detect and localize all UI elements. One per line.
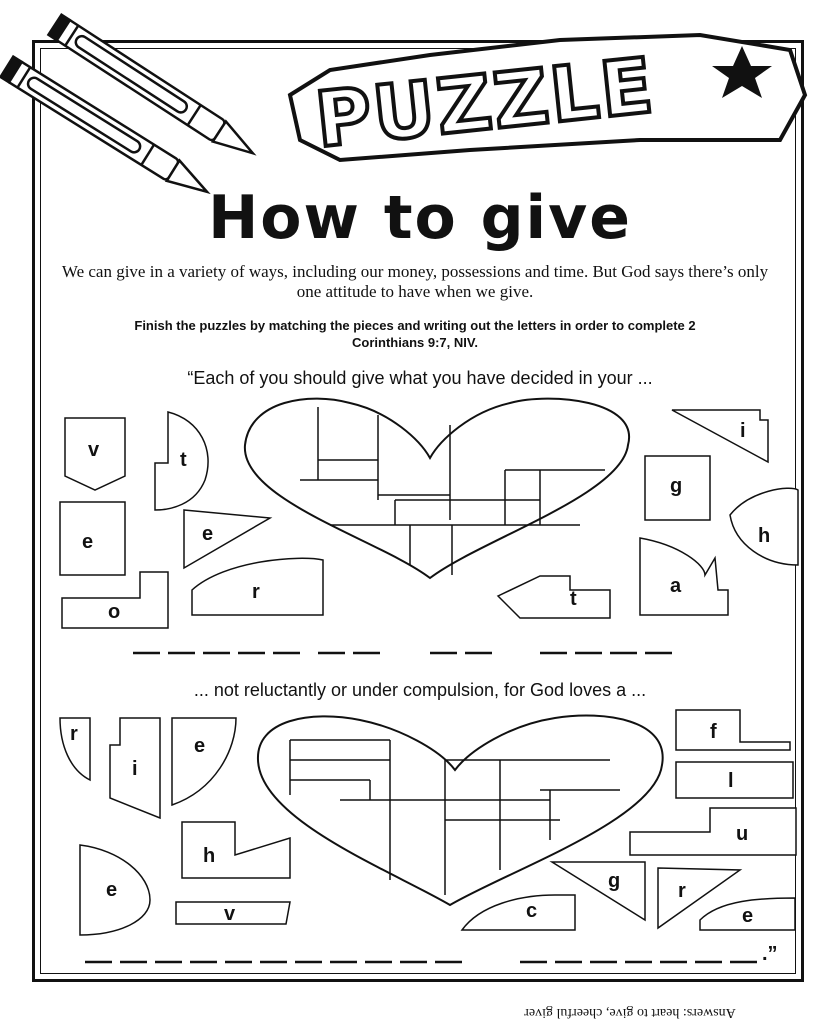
piece-letter: e bbox=[742, 905, 754, 927]
piece-letter: a bbox=[670, 575, 682, 597]
piece-letter: o bbox=[108, 601, 121, 623]
puzzle-piece bbox=[184, 510, 270, 568]
piece-letter: u bbox=[736, 823, 749, 845]
heart-outline bbox=[245, 399, 629, 578]
puzzle-piece bbox=[640, 538, 728, 615]
puzzle-piece bbox=[630, 808, 796, 855]
piece-letter: e bbox=[202, 523, 214, 545]
piece-letter: e bbox=[194, 735, 206, 757]
piece-letter: v bbox=[88, 439, 100, 461]
piece-letter: e bbox=[82, 531, 94, 553]
puzzle-piece bbox=[676, 762, 793, 798]
piece-letter: t bbox=[570, 588, 577, 610]
puzzle-banner bbox=[285, 40, 805, 165]
piece-letter: r bbox=[70, 723, 78, 745]
piece-letter: i bbox=[740, 420, 746, 442]
crayon-icon bbox=[48, 15, 259, 164]
piece-letter: h bbox=[203, 845, 216, 867]
puzzle-piece bbox=[676, 710, 790, 750]
piece-letter: t bbox=[180, 449, 187, 471]
page-title: How to give bbox=[208, 183, 632, 253]
piece-letter: e bbox=[106, 879, 118, 901]
piece-letter: g bbox=[670, 475, 683, 497]
piece-letter: g bbox=[608, 870, 621, 892]
piece-letter: r bbox=[252, 581, 260, 603]
piece-letter: i bbox=[132, 758, 138, 780]
piece-letter: f bbox=[710, 721, 717, 743]
intro-text: We can give in a variety of ways, including our money, possessions and time. But God says there’s only one attitude to have when we give. bbox=[61, 262, 769, 301]
puzzle-banner-title: PUZZLE bbox=[311, 40, 659, 165]
puzzle-piece bbox=[462, 895, 575, 930]
puzzle-piece bbox=[672, 410, 768, 462]
puzzle-piece bbox=[182, 822, 290, 878]
piece-letter: l bbox=[728, 770, 734, 792]
closing-quote-mark: .” bbox=[762, 943, 778, 965]
piece-letter: r bbox=[678, 880, 686, 902]
instructions-text: Finish the puzzles by matching the pieces and writing out the letters in order to complete 2 Corinthians 9:7, NIV. bbox=[134, 318, 696, 350]
verse-part-2: ... not reluctantly or under compulsion, for God loves a ... bbox=[193, 680, 647, 700]
piece-letter: v bbox=[224, 903, 236, 925]
answer-key: Answers: heart to give, cheerful giver bbox=[524, 1005, 736, 1020]
verse-part-1: “Each of you should give what you have decided in your ... bbox=[187, 368, 653, 388]
puzzle-piece bbox=[172, 718, 236, 805]
piece-letter: h bbox=[758, 525, 771, 547]
puzzle-piece bbox=[498, 576, 610, 618]
piece-letter: c bbox=[526, 900, 538, 922]
